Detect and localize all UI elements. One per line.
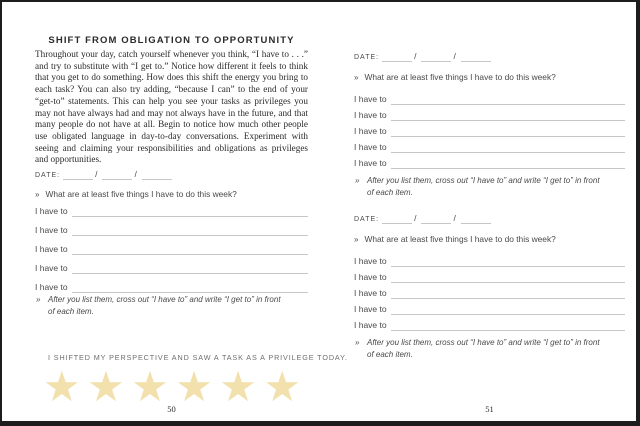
write-line[interactable] <box>72 243 308 255</box>
line-label: I have to <box>354 110 387 120</box>
date-separator: / <box>414 213 417 223</box>
date-separator: / <box>95 169 98 179</box>
chevron-marker: » <box>354 235 359 244</box>
fill-in-line <box>35 236 308 255</box>
fill-in-line <box>354 267 625 283</box>
line-label: I have to <box>354 320 387 330</box>
line-label: I have to <box>354 288 387 298</box>
date-label: DATE: <box>35 172 61 179</box>
fill-in-line <box>354 283 625 299</box>
note-text: After you list them, cross out “I have to” and write “I get to” in front of each item. <box>367 176 600 197</box>
write-line[interactable] <box>72 262 308 274</box>
date-separator: / <box>414 51 417 61</box>
star-icon[interactable]: ★ <box>87 363 125 410</box>
chevron-marker: » <box>35 190 40 199</box>
line-label: I have to <box>354 304 387 314</box>
date-field-row <box>35 168 172 180</box>
left-page <box>35 2 348 421</box>
date-month-blank[interactable] <box>63 170 93 180</box>
chevron-marker: » <box>355 176 360 185</box>
write-line[interactable] <box>391 157 625 169</box>
instruction-note <box>35 294 287 317</box>
line-label: I have to <box>35 282 68 292</box>
write-line[interactable] <box>72 224 308 236</box>
chevron-marker: » <box>355 338 360 347</box>
fill-in-line <box>354 137 625 153</box>
date-month-blank[interactable] <box>382 52 412 62</box>
date-separator: / <box>453 213 456 223</box>
fill-in-line <box>354 315 625 331</box>
star-icon[interactable]: ★ <box>175 363 213 410</box>
write-line[interactable] <box>391 141 625 153</box>
note-text: After you list them, cross out “I have to” and write “I get to” in front of each item. <box>48 295 281 316</box>
page-number-right: 51 <box>485 404 494 414</box>
date-separator: / <box>134 169 137 179</box>
journal-block <box>354 212 625 360</box>
write-line[interactable] <box>72 281 308 293</box>
prompt-text: What are at least five things I have to do this week? <box>45 189 237 199</box>
date-label: DATE: <box>354 216 380 223</box>
fill-in-line <box>354 105 625 121</box>
affirmation-statement: I SHIFTED MY PERSPECTIVE AND SAW A TASK AS A PRIVILEGE TODAY. <box>48 353 348 362</box>
date-separator: / <box>453 51 456 61</box>
date-day-blank[interactable] <box>102 170 132 180</box>
line-label: I have to <box>354 142 387 152</box>
write-line[interactable] <box>391 255 625 267</box>
chevron-marker: » <box>354 73 359 82</box>
date-year-blank[interactable] <box>461 52 491 62</box>
write-line[interactable] <box>391 303 625 315</box>
fill-in-lines <box>354 251 625 331</box>
date-field-row <box>354 50 625 62</box>
instruction-note <box>354 337 606 360</box>
line-label: I have to <box>354 126 387 136</box>
line-label: I have to <box>35 225 68 235</box>
fill-in-line <box>35 255 308 274</box>
date-year-blank[interactable] <box>142 170 172 180</box>
page-number-left: 50 <box>167 404 176 414</box>
prompt-text: What are at least five things I have to do this week? <box>364 234 556 244</box>
journal-block <box>354 50 625 198</box>
fill-in-line <box>354 251 625 267</box>
fill-in-line <box>354 299 625 315</box>
line-label: I have to <box>354 94 387 104</box>
write-line[interactable] <box>72 205 308 217</box>
star-icon[interactable]: ★ <box>263 363 301 410</box>
star-icon[interactable]: ★ <box>43 363 81 410</box>
line-label: I have to <box>354 158 387 168</box>
fill-in-lines <box>354 89 625 169</box>
line-label: I have to <box>35 263 68 273</box>
chevron-marker: » <box>36 295 41 304</box>
date-day-blank[interactable] <box>421 214 451 224</box>
write-line[interactable] <box>391 93 625 105</box>
prompt-text: What are at least five things I have to do this week? <box>364 72 556 82</box>
prompt-question <box>354 72 625 83</box>
write-line[interactable] <box>391 271 625 283</box>
fill-in-line <box>35 274 308 293</box>
fill-in-line <box>35 217 308 236</box>
fill-in-line <box>354 153 625 169</box>
fill-in-lines <box>35 198 308 293</box>
note-text: After you list them, cross out “I have to” and write “I get to” in front of each item. <box>367 338 600 359</box>
date-label: DATE: <box>354 54 380 61</box>
fill-in-line <box>35 198 308 217</box>
line-label: I have to <box>35 206 68 216</box>
star-icon[interactable]: ★ <box>219 363 257 410</box>
fill-in-line <box>354 89 625 105</box>
date-year-blank[interactable] <box>461 214 491 224</box>
right-page <box>354 2 625 421</box>
prompt-question <box>354 234 625 245</box>
date-day-blank[interactable] <box>421 52 451 62</box>
star-icon[interactable]: ★ <box>131 363 169 410</box>
fill-in-line <box>354 121 625 137</box>
date-month-blank[interactable] <box>382 214 412 224</box>
line-label: I have to <box>354 256 387 266</box>
line-label: I have to <box>354 272 387 282</box>
instruction-note <box>354 175 606 198</box>
write-line[interactable] <box>391 109 625 121</box>
date-field-row <box>354 212 625 224</box>
write-line[interactable] <box>391 287 625 299</box>
line-label: I have to <box>35 244 68 254</box>
write-line[interactable] <box>391 319 625 331</box>
intro-paragraph: Throughout your day, catch yourself whenever you think, “I have to . . .” and try to substitute with “I get to.” Notice how different it feels to think that you get to do something. How does this shift the energy you bring to each task? You can also try adding, “because I can” to the end of your “get-to” statements. This can help you see your tasks as privileges you may not have always had and may not always have in the future, and that many people do not have at all. Begin to notice how much other people use obligated language in day-to-day conversations. Experiment with seeing and claiming your responsibilities and obligations as privileges and opportunities. <box>35 49 308 165</box>
chapter-title: SHIFT FROM OBLIGATION TO OPPORTUNITY <box>48 35 295 46</box>
write-line[interactable] <box>391 125 625 137</box>
